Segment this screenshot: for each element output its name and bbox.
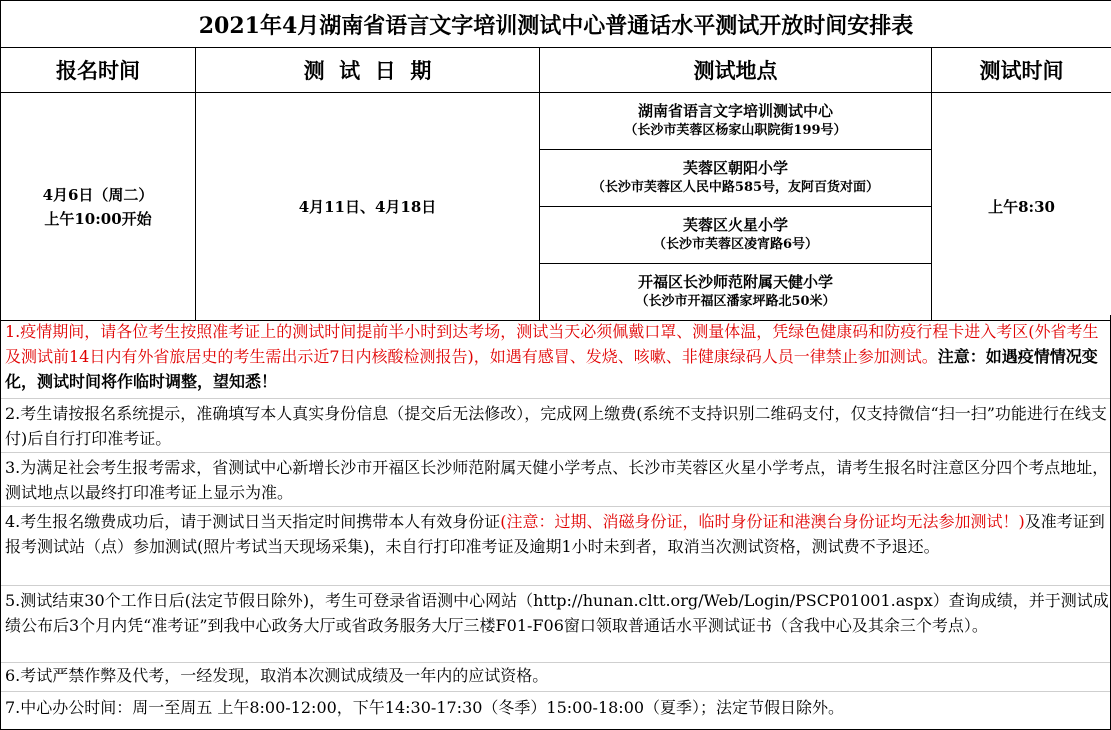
- location-4: [540, 264, 932, 321]
- divider: [1, 691, 1110, 692]
- schedule-table: [0, 0, 1111, 321]
- note-1-warning: 1.疫情期间，请各位考生按照准考证上的测试时间提前半小时到达考场，测试当天必须佩戴口罩、测量体温，凭绿色健康码和防疫行程卡进入考区(外省考生及测试前14日内有外省旅居史的考生需出示近7日内核酸检测报告)，如遇有感冒、发烧、咳嗽、非健康绿码人员一律禁止参加测试。: [5, 322, 1099, 366]
- test-dates-cell: 4月11日、4月18日: [196, 93, 540, 321]
- location-1: [540, 93, 932, 150]
- divider: [1, 585, 1110, 586]
- note-3: 3.为满足社会考生报考需求，省测试中心新增长沙市开福区长沙师范附属天健小学考点、长沙市芙蓉区火星小学考点，请考生报名时注意区分四个考点地址，测试地点以最终打印准考证上显示为准。: [5, 458, 1109, 502]
- location-name: 芙蓉区朝阳小学: [682, 159, 788, 177]
- divider: [1, 398, 1110, 399]
- note-1-attention: 注意：如遇疫情情况变化，测试时间将作临时调整，望知悉！: [5, 347, 1098, 391]
- header-registration-time: 报名时间: [1, 48, 196, 93]
- notes-section: [0, 315, 1111, 730]
- note-5: 5.测试结束30个工作日后(法定节假日除外)，考生可登录省语测中心网站（http://hunan.cltt.org/Web/Login/PSCP01001.aspx）查询成绩，并于测试成绩公布后3个月内凭“准考证”到我中心政务大厅或省政务服务大厅三楼F01-F06窗口领取普通话水平测试证书（含我中心及其余三个考点）。: [5, 591, 1109, 635]
- note-6: 6.考试严禁作弊及代考，一经发现，取消本次测试成绩及一年内的应试资格。: [5, 666, 549, 685]
- location-name: 开福区长沙师范附属天健小学: [637, 273, 833, 291]
- note-1: [5, 319, 1109, 394]
- location-address: （长沙市开福区潘家坪路北50米）: [635, 294, 836, 309]
- note-4-warning: (注意：过期、消磁身份证，临时身份证和港澳台身份证均无法参加测试！): [500, 512, 1025, 531]
- location-name: 芙蓉区火星小学: [682, 216, 788, 234]
- divider: [1, 452, 1110, 453]
- note-4-part-b: 及准考证到报考测试站（点）参加测试(照片考试当天现场采集)，未自行打印准考证及逾期1小时未到者，取消当次测试资格，测试费不予退还。: [5, 512, 1105, 556]
- test-time-cell: 上午8:30: [932, 93, 1111, 321]
- divider: [1, 506, 1110, 507]
- header-test-date: 测 试 日 期: [196, 48, 540, 93]
- note-4-part-a: 4.考生报名缴费成功后，请于测试日当天指定时间携带本人有效身份证: [5, 512, 501, 531]
- registration-start: 上午10:00开始: [44, 209, 152, 228]
- note-2: 2.考生请按报名系统提示，准确填写本人真实身份信息（提交后无法修改），完成网上缴费(系统不支持识别二维码支付，仅支持微信“扫一扫”功能进行在线支付)后自行打印准考证。: [5, 404, 1107, 448]
- header-test-time: 测试时间: [932, 48, 1111, 93]
- registration-date: 4月6日（周二）: [42, 185, 154, 204]
- location-name: 湖南省语言文字培训测试中心: [637, 102, 833, 120]
- note-4: [5, 509, 1109, 559]
- page-title: 2021年4月湖南省语言文字培训测试中心普通话水平测试开放时间安排表: [1, 1, 1111, 48]
- location-address: （长沙市芙蓉区凌宵路6号）: [652, 237, 819, 252]
- location-address: （长沙市芙蓉区人民中路585号，友阿百货对面）: [591, 180, 880, 195]
- note-7: 7.中心办公时间：周一至周五 上午8:00-12:00，下午14:30-17:30（冬季）15:00-18:00（夏季）；法定节假日除外。: [5, 698, 845, 717]
- location-address: （长沙市芙蓉区杨家山职院街199号）: [624, 123, 847, 138]
- header-test-location: 测试地点: [540, 48, 932, 93]
- location-2: [540, 150, 932, 207]
- location-3: [540, 207, 932, 264]
- registration-time-cell: [1, 93, 196, 321]
